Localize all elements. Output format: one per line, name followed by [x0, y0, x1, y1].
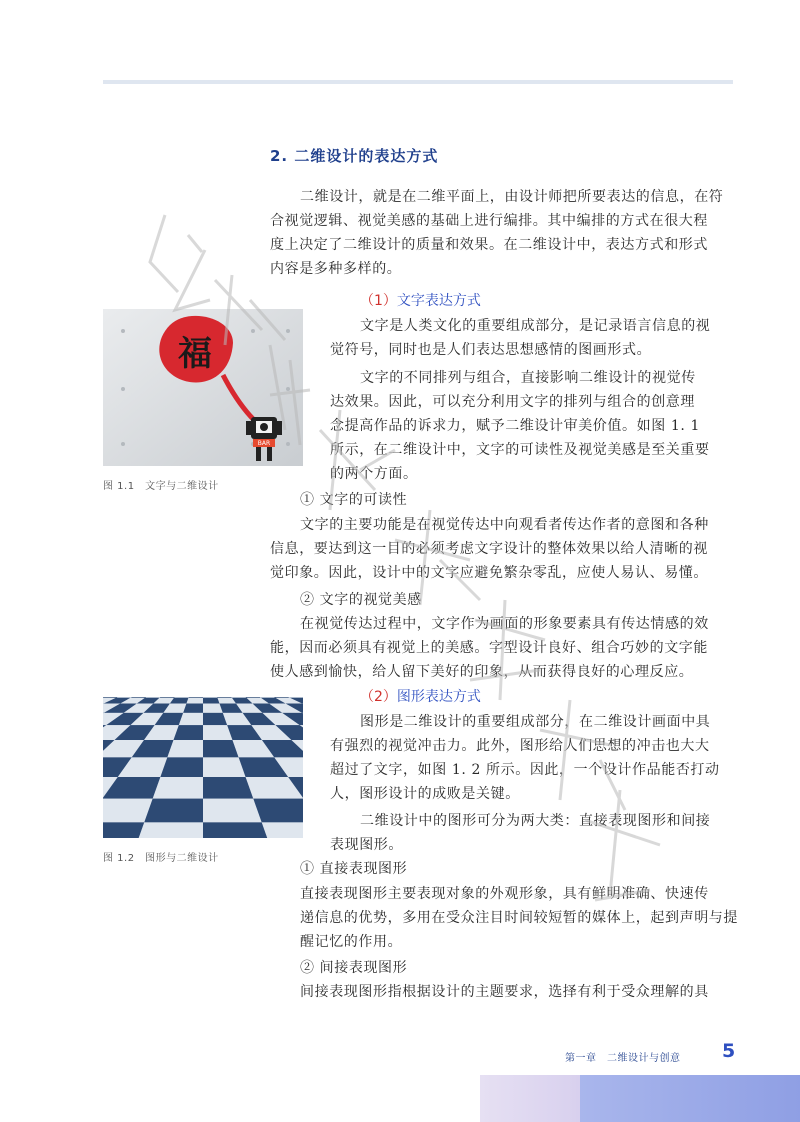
text-line: 醒记忆的作用。 [300, 934, 403, 950]
text-line: 表现图形。 [330, 837, 403, 853]
floor-tile [189, 697, 203, 698]
text-line: 度上决定了二维设计的质量和效果。在二维设计中，表达方式和形式 [270, 237, 708, 253]
text-line: 文字是人类文化的重要组成部分，是记录语言信息的视 [360, 318, 711, 334]
text-line: 递信息的优势，多用在受众注目时间较短暂的媒体上，起到声明与提 [300, 910, 738, 926]
floor-tile [274, 697, 290, 698]
floor-tile [203, 822, 271, 838]
subhead-graphic-expression [360, 685, 481, 709]
item-title: ① 直接表现图形 [300, 861, 408, 877]
floor-tile [116, 697, 132, 698]
text-line: 有强烈的视觉冲击力。此外，图形给人们思想的冲击也大大 [330, 738, 710, 754]
section-title: 2. 二维设计的表达方式 [270, 147, 439, 165]
subhead-text-expression [360, 289, 481, 313]
text-line: 二维设计中的图形可分为两大类：直接表现图形和间接 [360, 813, 711, 829]
fu-glyph: 福 [178, 334, 212, 374]
text-line: 觉符号，同时也是人们表达思想感情的图画形式。 [330, 342, 652, 358]
text-line: 直接表现图形主要表现对象的外观形象，具有鲜明准确、快速传 [300, 886, 709, 902]
subhead-label: 文字表达方式 [396, 293, 481, 309]
text-line: 觉印象。因此，设计中的文字应避免繁杂零乱，应使人易认、易懂。 [270, 565, 708, 581]
floor-tile [145, 697, 160, 698]
text-line: 超过了文字，如图 1. 2 所示。因此，一个设计作品能否打动 [330, 762, 720, 778]
text-line: 达效果。因此，可以充分利用文字的排列与组合的创意理 [330, 394, 695, 410]
floor-tile [160, 757, 203, 777]
floor-tile [160, 697, 175, 698]
floor-tile [131, 697, 147, 698]
text-line: 信息，要达到这一目的必须考虑文字设计的整体效果以给人清晰的视 [270, 541, 708, 557]
text-line: 二维设计，就是在二维平面上，由设计师把所要表达的信息，在符 [300, 189, 724, 205]
fig2-checker-floor [103, 697, 303, 838]
floor-tile [153, 777, 203, 799]
text-line: 合视觉逻辑、视觉美感的基础上进行编排。其中编排的方式在很大程 [270, 213, 708, 229]
robot-label: BAR [257, 440, 271, 447]
subhead-number: （1） [360, 293, 397, 309]
floor-tile [167, 740, 203, 757]
floor-tile [262, 822, 303, 838]
text-line: 能，因而必须具有视觉上的美感。字型设计良好、组合巧妙的文字能 [270, 640, 708, 656]
text-line: 文字的不同排列与组合，直接影响二维设计的视觉传 [360, 370, 696, 386]
floor-tile [260, 697, 276, 698]
floor-tile [246, 697, 261, 698]
figure-1-1-image [103, 309, 303, 466]
text-line: 人，图形设计的成败是关键。 [330, 786, 520, 802]
text-line: 间接表现图形指根据设计的主题要求，选择有利于受众理解的具 [300, 984, 709, 1000]
text-line: 所示，在二维设计中，文字的可读性及视觉美感是至关重要 [330, 442, 710, 458]
floor-tile [135, 822, 203, 838]
floor-tile [217, 697, 232, 698]
text-line: 的两个方面。 [330, 466, 418, 482]
floor-tile [174, 697, 189, 698]
floor-tile [231, 697, 246, 698]
figure-1-2-image [103, 697, 303, 838]
text-line: 念提高作品的诉求力，赋予二维设计审美价值。如图 1. 1 [330, 418, 700, 434]
floor-tile [186, 698, 203, 704]
floor-tile [103, 697, 118, 698]
floor-tile [203, 704, 223, 713]
watermark-stroke [150, 215, 210, 310]
item-title: ① 文字的可读性 [300, 492, 408, 508]
floor-tile [203, 697, 217, 698]
header-rule [103, 80, 733, 84]
floor-tile [203, 799, 262, 823]
figure-1-2-caption: 图 1.2 图形与二维设计 [103, 853, 219, 864]
text-line: 使人感到愉快，给人留下美好的印象，从而获得良好的心理反应。 [270, 664, 694, 680]
page-number: 5 [722, 1040, 736, 1062]
floor-tile [203, 698, 220, 704]
item-title: ② 文字的视觉美感 [300, 592, 422, 608]
floor-tile [203, 777, 253, 799]
text-line: 文字的主要功能是在视觉传达中向观看者传达作者的意图和各种 [300, 517, 709, 533]
footer-chapter: 第一章 二维设计与创意 [565, 1053, 681, 1064]
footer-tab [580, 1075, 800, 1122]
fig1-illustration [103, 309, 303, 466]
floor-tile [203, 757, 246, 777]
text-line: 内容是多种多样的。 [270, 261, 402, 277]
floor-tile [103, 799, 153, 823]
text-line: 图形是二维设计的重要组成部分，在二维设计画面中具 [360, 714, 711, 730]
item-title: ② 间接表现图形 [300, 960, 408, 976]
subhead-number: （2） [360, 689, 397, 705]
floor-tile [183, 704, 203, 713]
subhead-label: 图形表达方式 [396, 689, 481, 705]
floor-tile [103, 822, 144, 838]
floor-tile [253, 799, 303, 823]
figure-1-1-caption: 图 1.1 文字与二维设计 [103, 481, 219, 492]
floor-tile [144, 799, 203, 823]
floor-tile [203, 740, 239, 757]
floor-tile [288, 697, 303, 698]
text-line: 在视觉传达过程中，文字作为画面的形象要素具有传达情感的效 [300, 616, 709, 632]
footer-band [480, 1075, 800, 1122]
